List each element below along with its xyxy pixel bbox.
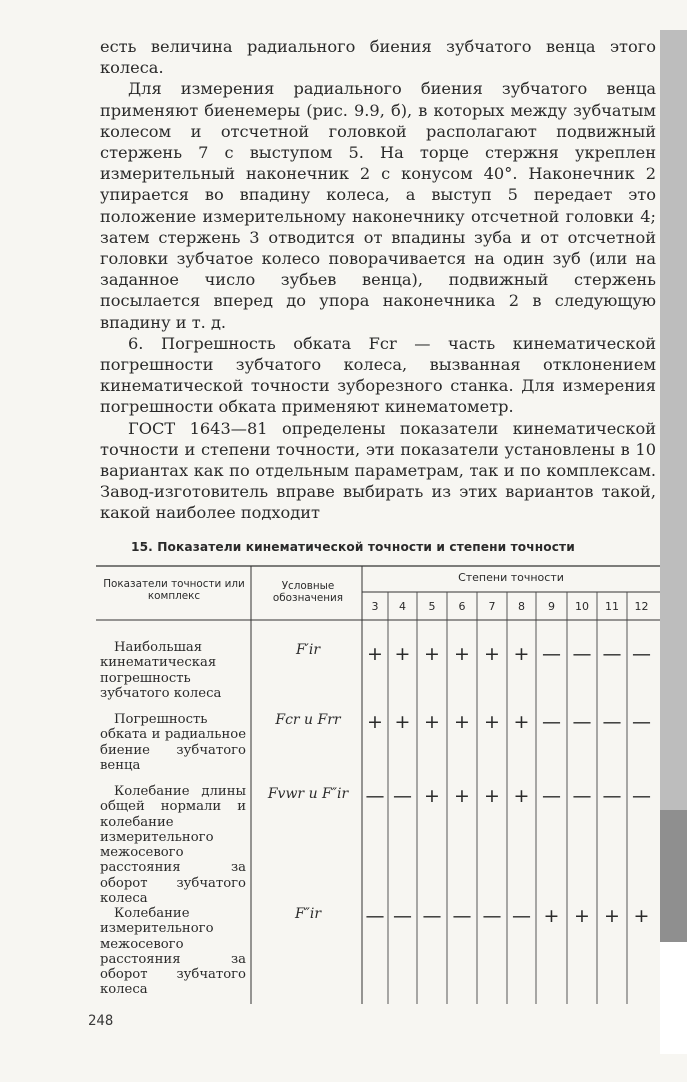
mark-degree-11: — [602,643,622,665]
mark-degree-8: + [513,785,530,807]
mark-degree-3: — [365,785,385,807]
mark-degree-6: + [454,785,470,807]
mark-degree-6: + [454,711,470,733]
row-indicator-name: Колебание длины общей нормали и колебание измерительного межосевого расстояния за оборот зубчатого колеса [100,784,246,907]
paragraph-2: Для измерения радиального биения зубчатого венца применяют биенемеры (рис. 9.9, б), в которых между зубчатым колесом и отсчетной головкой располагают подвижный стержень 7 с выступом 5. На торце стержня укреплен измерительный наконечник 2 с конусом 40°. Наконечник 2 упирается во впадину колеса, а выступ 5 передает это положение измерительному наконечнику отсчетной головки 4; затем стержень 3 отводится от впадины зуба и от отсчетной головки зубчатое колесо поворачивается на один зуб (или на заданное число зубьев венца), подвижный стержень посылается вперед до упора наконечника 2 в следующую впадину и т. д. [100,79,656,332]
page-number: 248 [88,1013,114,1029]
paragraph-3: 6. Погрешность обката Fcr — часть кинематической погрешности зубчатого колеса, вызванная отклонением кинематической точности зуборезного станка. Для измерения погрешности обката применяют кинематометр. [100,333,656,417]
mark-degree-3: + [367,643,383,665]
mark-degree-5: + [424,643,440,665]
degree-column-7: 7 [488,600,496,613]
table-title: 15. Показатели кинематической точности и степени точности [131,540,575,554]
mark-degree-7: + [484,643,500,665]
mark-degree-9: — [542,785,561,807]
header-degrees: Степени точности [458,571,564,584]
row-indicator-name: Колебание измерительного межосевого расстояния за оборот зубчатого колеса [100,906,246,998]
mark-degree-8: — [512,905,531,927]
degree-column-3: 3 [371,600,379,613]
mark-degree-5: + [424,785,440,807]
row-indicator-name: Погрешность обката и радиальное биение зубчатого венца [100,712,246,773]
degree-column-10: 10 [575,600,589,613]
mark-degree-4: + [394,711,411,733]
mark-degree-6: + [454,643,470,665]
mark-degree-9: — [542,711,561,733]
mark-degree-12: + [633,905,650,927]
degree-column-8: 8 [518,600,525,613]
paragraph-1: есть величина радиального биения зубчатого венца этого колеса. [100,37,656,78]
mark-degree-9: — [542,643,561,665]
mark-degree-8: + [513,711,530,733]
row-symbol: F′ir [295,642,321,658]
mark-degree-10: — [572,643,592,665]
mark-degree-10: — [572,711,592,733]
degree-column-9: 9 [548,600,555,613]
mark-degree-9: + [543,905,560,927]
header-symbol: Условные обозначения [272,580,344,604]
degree-column-6: 6 [458,600,466,613]
paragraph-4: ГОСТ 1643—81 определены показатели кинематической точности и степени точности, эти показатели установлены в 10 вариантах как по отдельным параметрам, так и по комплексам. Завод-изготовитель вправе выбирать из этих вариантов такой, какой наиболее подходит [100,418,656,523]
mark-degree-11: + [604,905,620,927]
mark-degree-7: + [484,711,500,733]
mark-degree-3: + [367,711,383,733]
row-indicator-name: Наибольшая кинематическая погрешность зубчатого колеса [100,640,222,701]
header-indicator: Показатели точности или комплекс [103,578,245,602]
degree-column-4: 4 [399,600,406,613]
mark-degree-12: — [632,785,651,807]
row-symbol: Fcr и Frr [275,712,341,728]
mark-degree-4: + [394,643,411,665]
mark-degree-10: + [574,905,590,927]
mark-degree-6: — [452,905,472,927]
row-symbol: Fvwr и F″ir [267,786,349,802]
mark-degree-8: + [513,643,530,665]
mark-degree-7: — [482,905,502,927]
mark-degree-4: — [393,905,412,927]
degree-column-11: 11 [605,600,619,613]
row-symbol: F″ir [294,906,322,922]
mark-degree-5: — [422,905,442,927]
mark-degree-4: — [393,785,412,807]
mark-degree-3: — [365,905,385,927]
mark-degree-7: + [484,785,500,807]
mark-degree-5: + [424,711,440,733]
mark-degree-11: — [602,785,622,807]
degree-column-12: 12 [634,600,649,613]
mark-degree-11: — [602,711,622,733]
degree-column-5: 5 [428,600,436,613]
mark-degree-12: — [632,711,651,733]
mark-degree-10: — [572,785,592,807]
mark-degree-12: — [632,643,651,665]
